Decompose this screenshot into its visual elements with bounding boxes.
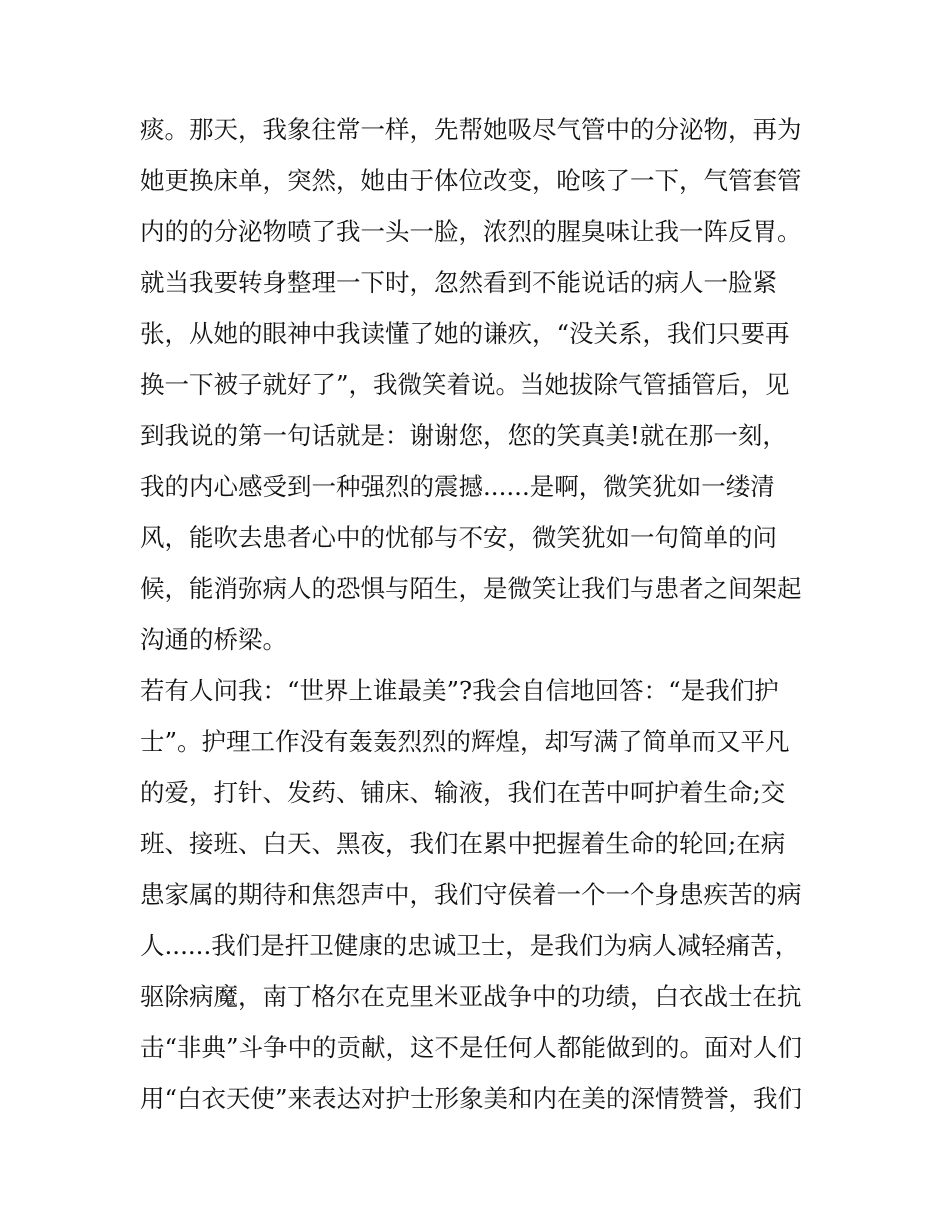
text-line: 击“非典”斗争中的贡献，这不是任何人都能做到的。面对人们 — [140, 1033, 803, 1062]
text-line: 我的内心感受到一种强烈的震撼......是啊，微笑犹如一缕清 — [140, 472, 775, 501]
text-line: 内的的分泌物喷了我一头一脸，浓烈的腥臭味让我一阵反胃。 — [140, 217, 802, 246]
text-line: 班、接班、白天、黑夜，我们在累中把握着生命的轮回;在病 — [140, 829, 786, 858]
text-line: 到我说的第一句话就是：谢谢您，您的笑真美!就在那一刻， — [140, 421, 787, 450]
text-line: 候，能消弥病人的恐惧与陌生，是微笑让我们与患者之间架起 — [140, 574, 802, 603]
text-line: 患家属的期待和焦怨声中，我们守侯着一个一个身患疾苦的病 — [140, 880, 802, 909]
text-line: 人......我们是扞卫健康的忠诚卫士，是我们为病人减轻痛苦， — [140, 931, 800, 960]
text-line: 士”。护理工作没有轰轰烈烈的辉煌，却写满了简单而又平凡 — [140, 727, 790, 756]
text-line: 若有人问我：“世界上谁最美”?我会自信地回答：“是我们护 — [140, 676, 779, 705]
text-line: 张，从她的眼神中我读懂了她的谦疚，“没关系，我们只要再 — [140, 319, 790, 348]
text-line: 的爱，打针、发药、铺床、输液，我们在苦中呵护着生命;交 — [140, 778, 786, 807]
text-line: 沟通的桥梁。 — [140, 625, 287, 654]
text-line: 痰。那天，我象往常一样，先帮她吸尽气管中的分泌物，再为 — [140, 115, 802, 144]
body-text — [140, 104, 820, 1124]
text-line: 驱除病魔，南丁格尔在克里米亚战争中的功绩，白衣战士在抗 — [140, 982, 802, 1011]
text-line: 换一下被子就好了”，我微笑着说。当她拔除气管插管后，见 — [140, 370, 790, 399]
text-line: 她更换床单，突然，她由于体位改变，呛咳了一下，气管套管 — [140, 166, 802, 195]
text-line: 风，能吹去患者心中的忧郁与不安，微笑犹如一句简单的问 — [140, 523, 777, 552]
text-line: 用“白衣天使”来表达对护士形象美和内在美的深情赞誉，我们 — [140, 1084, 803, 1113]
text-line: 就当我要转身整理一下时，忽然看到不能说话的病人一脸紧 — [140, 268, 777, 297]
